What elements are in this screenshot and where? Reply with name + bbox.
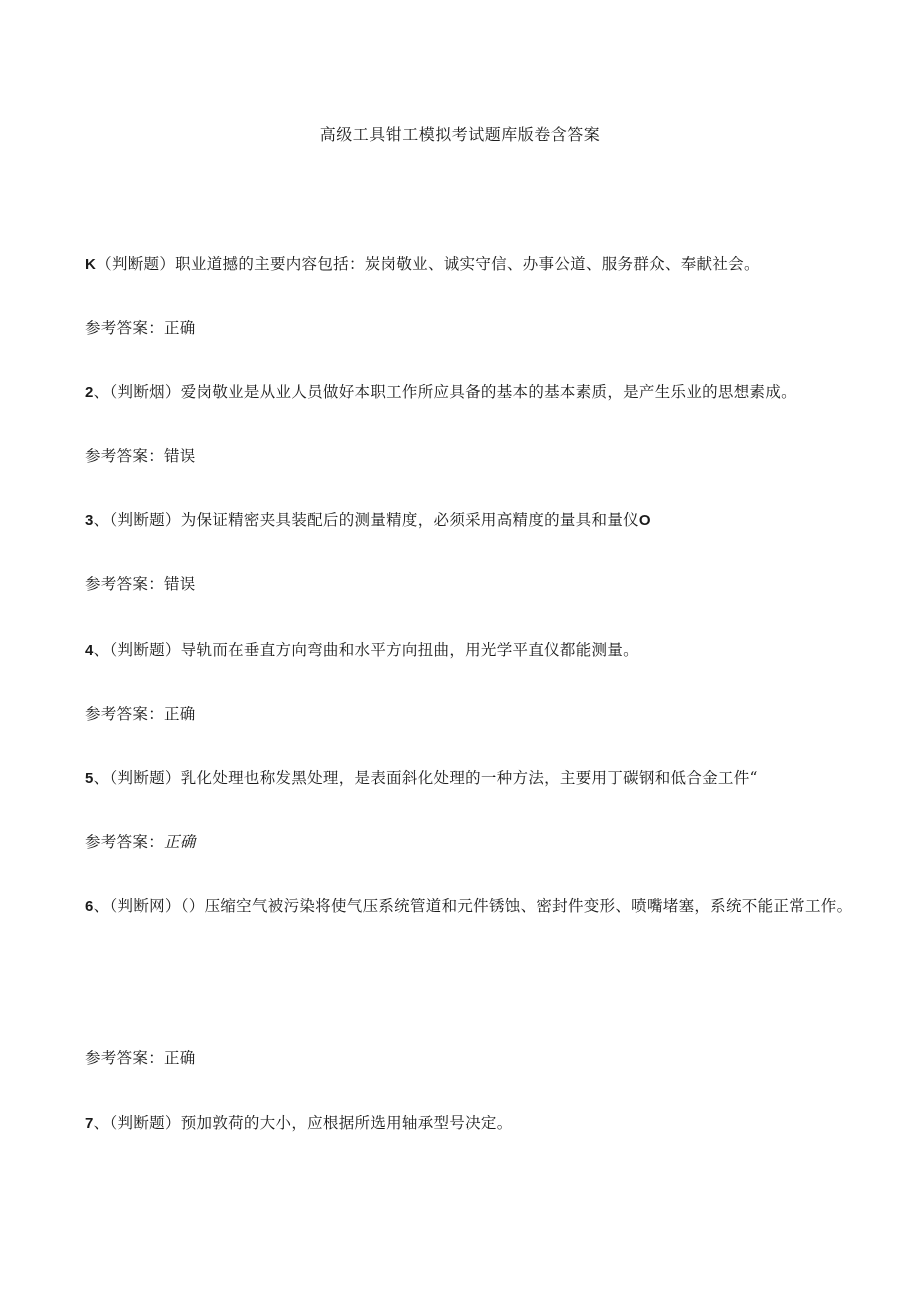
question-text: （判断题）为保证精密夹具装配后的测量精度，必须采用高精度的量具和量仪 — [109, 511, 639, 529]
question-number: K — [85, 256, 97, 273]
question-7 — [85, 1111, 513, 1133]
question-separator: 、 — [93, 897, 110, 915]
answer-3: 参考答案：错误 — [85, 575, 196, 593]
question-text: （判断题）导轨而在垂直方向弯曲和水平方向扭曲，用光学平直仪都能测量。 — [109, 641, 639, 659]
answer-label: 参考答案： — [85, 833, 165, 851]
question-text: （判断题）乳化处理也称发黑处理，是表面斜化处理的一种方法，主要用丁碳钢和低合金工件“ — [109, 769, 758, 787]
question-tail: O — [638, 512, 651, 529]
question-separator: 、 — [93, 511, 110, 529]
answer-6: 参考答案：正确 — [85, 1049, 196, 1067]
question-separator: 、 — [93, 1114, 110, 1132]
question-separator: 、 — [93, 383, 110, 401]
document-title: 高级工具钳工模拟考试题库版卷含答案 — [319, 125, 601, 144]
answer-1: 参考答案：正确 — [85, 319, 196, 337]
answer-5 — [85, 830, 196, 852]
question-text: （判断网）（）压缩空气被污染将使气压系统管道和元件锈蚀、密封件变形、喷嘴堵塞，系统不能正常工作。 — [109, 897, 853, 915]
question-number: 4 — [85, 642, 94, 659]
answer-2: 参考答案：错误 — [85, 447, 196, 465]
question-1 — [85, 252, 760, 274]
question-separator: 、 — [93, 769, 110, 787]
question-number: 2 — [85, 384, 94, 401]
question-3 — [85, 508, 651, 530]
question-6 — [85, 889, 865, 924]
question-text: （判断题）职业道撼的主要内容包括：炭岗敬业、诚实守信、办事公道、服务群众、奉献社会。 — [96, 255, 760, 273]
question-5 — [85, 766, 758, 788]
question-number: 3 — [85, 512, 94, 529]
question-number: 5 — [85, 770, 94, 787]
question-text: （判断题）预加敦荷的大小，应根据所选用轴承型号决定。 — [109, 1114, 513, 1132]
question-text: （判断烟）爱岗敬业是从业人员做好本职工作所应具备的基本的基本素质，是产生乐业的思想素成。 — [109, 383, 797, 401]
question-4 — [85, 638, 639, 660]
answer-4: 参考答案：正确 — [85, 705, 196, 723]
answer-value: 正确 — [164, 833, 196, 851]
question-2 — [85, 380, 797, 402]
question-number: 6 — [85, 898, 94, 915]
question-number: 7 — [85, 1115, 94, 1132]
question-separator: 、 — [93, 641, 110, 659]
